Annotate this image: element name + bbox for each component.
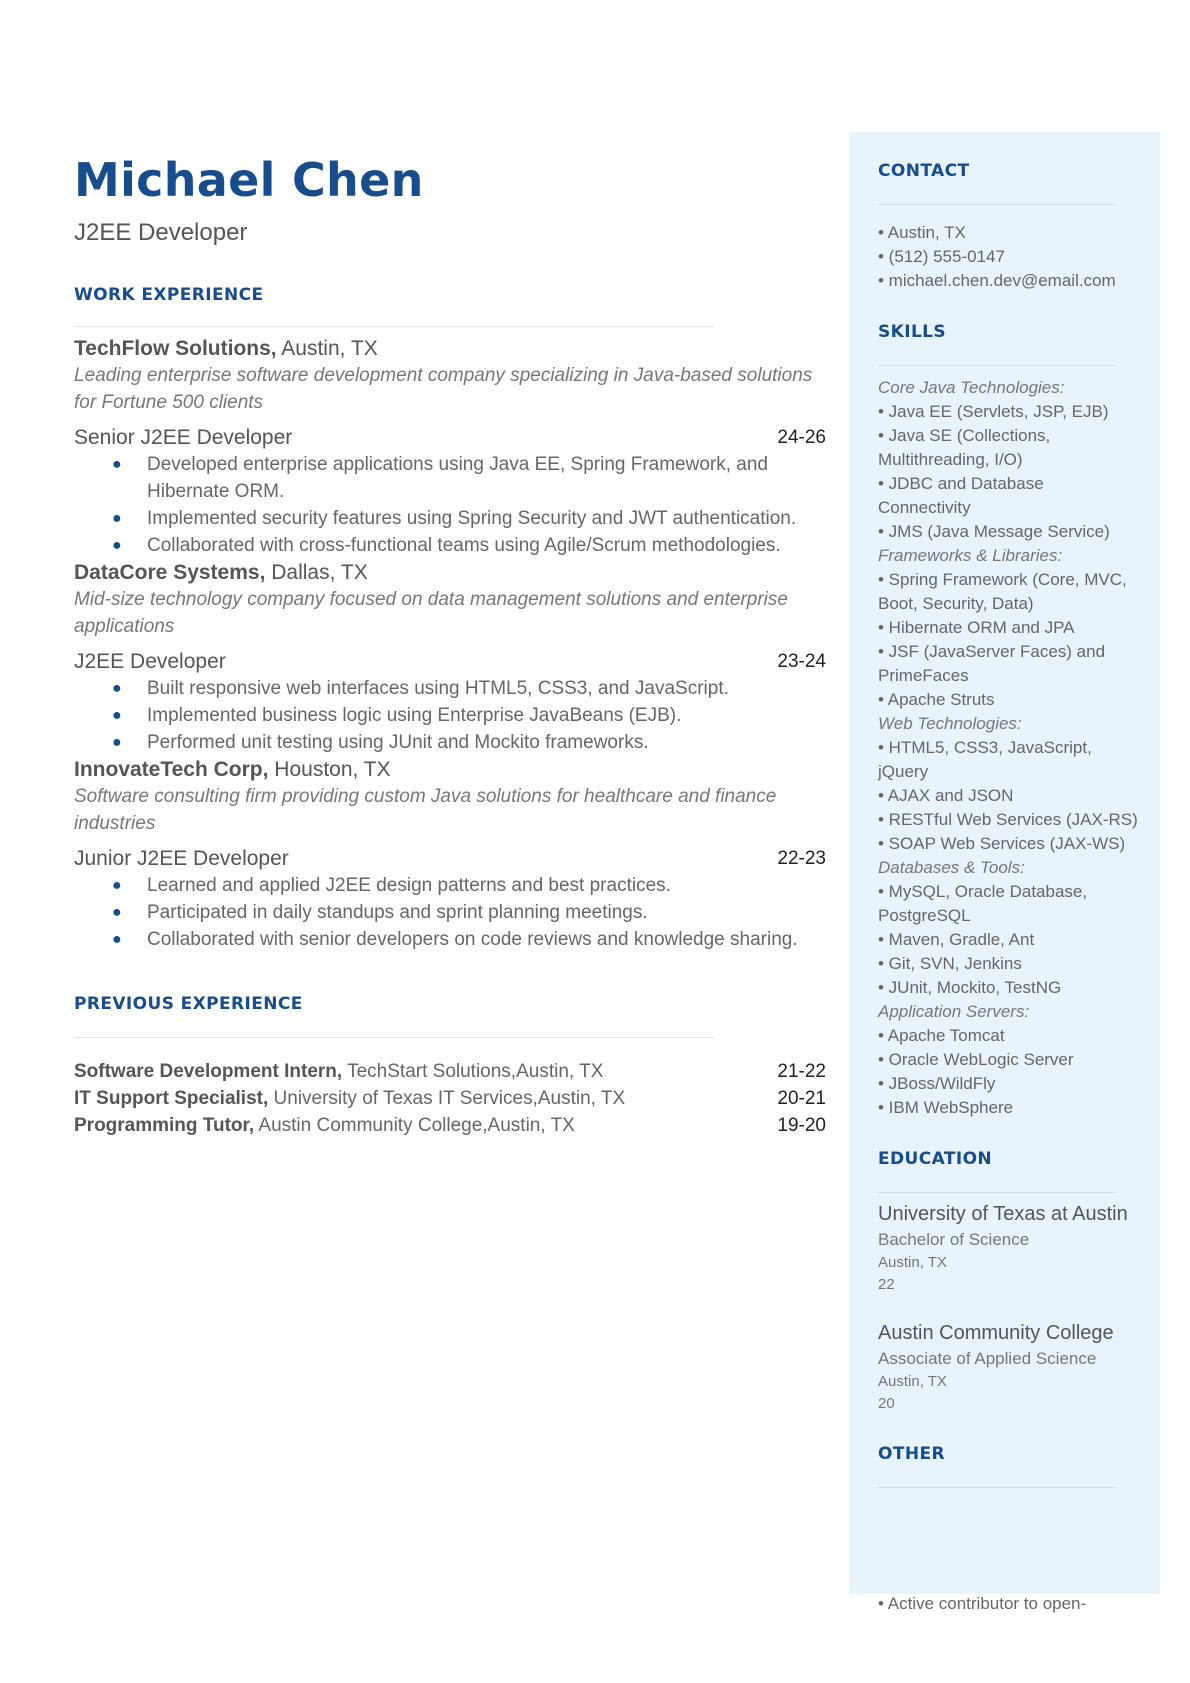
bullet-icon: ●: [112, 537, 122, 554]
company-description: Leading enterprise software development company specializing in Java-based solutions for Fortune 500 clients: [74, 365, 813, 413]
list-item: • Hibernate ORM and JPA: [878, 618, 1075, 637]
skill-group-name: Databases & Tools:: [878, 858, 1025, 877]
bullet-icon: ●: [112, 904, 122, 921]
education-entry: [878, 1320, 1138, 1415]
list-item: ● Collaborated with senior developers on code reviews and knowledge sharing.: [74, 926, 826, 953]
contact-email: • michael.chen.dev@email.com: [878, 271, 1116, 290]
list-item: • Maven, Gradle, Ant: [878, 930, 1035, 949]
list-item: ● Implemented security features using Spring Security and JWT authentication.: [74, 505, 826, 532]
list-item: • Oracle WebLogic Server: [878, 1050, 1074, 1069]
list-item: • Spring Framework (Core, MVC, Boot, Security, Data): [878, 570, 1127, 613]
education-heading: EDUCATION: [878, 1149, 993, 1169]
bullet-icon: ●: [112, 707, 122, 724]
job-entry: [74, 335, 826, 559]
section-divider: [878, 1192, 1116, 1193]
bullet-icon: ●: [112, 510, 122, 527]
sidebar: [849, 132, 1160, 1594]
previous-role-row: IT Support Specialist, University of Texas IT Services,Austin, TX 20-21: [74, 1088, 826, 1109]
job-title-row: [74, 845, 826, 872]
job-dates: 24-26: [777, 427, 826, 448]
list-item: • JSF (JavaServer Faces) and PrimeFaces: [878, 642, 1106, 685]
candidate-name: Michael Chen: [74, 153, 424, 207]
list-item: ● Developed enterprise applications using Java EE, Spring Framework, and Hibernate ORM.: [74, 451, 826, 505]
list-item: ● Built responsive web interfaces using HTML5, CSS3, and JavaScript.: [74, 675, 826, 702]
bullet-icon: ●: [112, 680, 122, 697]
contact-heading: CONTACT: [878, 161, 970, 181]
skill-group-name: Frameworks & Libraries:: [878, 546, 1063, 565]
section-divider: [878, 1487, 1116, 1488]
job-company: TechFlow Solutions, Austin, TX: [74, 337, 378, 360]
job-title: J2EE Developer: [74, 650, 226, 673]
job-title: Junior J2EE Developer: [74, 847, 289, 870]
work-experience-heading: WORK EXPERIENCE: [74, 285, 264, 305]
job-dates: 22-23: [777, 848, 826, 869]
bullet-icon: ●: [112, 456, 122, 473]
list-item: ● Learned and applied J2EE design patterns and best practices.: [74, 872, 826, 899]
education-entry: [878, 1201, 1138, 1296]
candidate-title: J2EE Developer: [74, 219, 248, 246]
list-item: • JBoss/WildFly: [878, 1074, 996, 1093]
job-bullets: [74, 451, 826, 559]
list-item: • MySQL, Oracle Database, PostgreSQL: [878, 882, 1088, 925]
list-item: • Java SE (Collections, Multithreading, I/O): [878, 426, 1051, 469]
skill-group-name: Application Servers:: [878, 1002, 1030, 1021]
education-year: 22: [878, 1276, 895, 1293]
list-item: • JMS (Java Message Service): [878, 522, 1110, 541]
list-item: • HTML5, CSS3, JavaScript, jQuery: [878, 738, 1092, 781]
education-location: Austin, TX: [878, 1373, 947, 1390]
contact-location: • Austin, TX: [878, 223, 966, 242]
job-entry: [74, 559, 826, 756]
list-item: • AJAX and JSON: [878, 786, 1014, 805]
list-item: • Apache Struts: [878, 690, 995, 709]
skill-group-name: Core Java Technologies:: [878, 378, 1065, 397]
job-company: DataCore Systems, Dallas, TX: [74, 561, 368, 584]
job-title-row: [74, 648, 826, 675]
education-year: 20: [878, 1395, 895, 1412]
education-degree: Associate of Applied Science: [878, 1349, 1097, 1368]
skills-heading: SKILLS: [878, 322, 947, 342]
list-item: • IBM WebSphere: [878, 1098, 1014, 1117]
previous-role-row: Software Development Intern, TechStart Solutions,Austin, TX 21-22: [74, 1061, 826, 1082]
bullet-icon: ●: [112, 734, 122, 751]
section-divider: [878, 204, 1116, 205]
list-item: • Active contributor to open-: [878, 1594, 1087, 1613]
skills-list: [878, 376, 1138, 1120]
list-item: • Apache Tomcat: [878, 1026, 1005, 1045]
education-school: University of Texas at Austin: [878, 1203, 1128, 1225]
list-item: ● Collaborated with cross-functional teams using Agile/Scrum methodologies.: [74, 532, 826, 559]
company-description: Mid-size technology company focused on data management solutions and enterprise applications: [74, 589, 788, 637]
list-item: ● Implemented business logic using Enterprise JavaBeans (EJB).: [74, 702, 826, 729]
list-item: • Git, SVN, Jenkins: [878, 954, 1022, 973]
list-item: • RESTful Web Services (JAX-RS): [878, 810, 1138, 829]
job-entry: [74, 756, 826, 953]
previous-role-row: Programming Tutor, Austin Community College,Austin, TX 19-20: [74, 1115, 826, 1136]
list-item: • SOAP Web Services (JAX-WS): [878, 834, 1126, 853]
skill-group-name: Web Technologies:: [878, 714, 1022, 733]
job-title-row: [74, 424, 826, 451]
education-location: Austin, TX: [878, 1254, 947, 1271]
section-divider: [74, 1037, 714, 1038]
other-heading: OTHER: [878, 1444, 945, 1464]
contact-phone: • (512) 555-0147: [878, 247, 1005, 266]
bullet-icon: ●: [112, 877, 122, 894]
job-dates: 23-24: [777, 651, 826, 672]
list-item: ● Performed unit testing using JUnit and Mockito frameworks.: [74, 729, 826, 756]
list-item: ● Participated in daily standups and sprint planning meetings.: [74, 899, 826, 926]
job-company: InnovateTech Corp, Houston, TX: [74, 758, 391, 781]
main-column: [74, 150, 826, 1139]
list-item: • JUnit, Mockito, TestNG: [878, 978, 1062, 997]
job-title: Senior J2EE Developer: [74, 426, 293, 449]
job-bullets: [74, 872, 826, 953]
company-description: Software consulting firm providing custom Java solutions for healthcare and finance industries: [74, 786, 777, 834]
list-item: • JDBC and Database Connectivity: [878, 474, 1044, 517]
bullet-icon: ●: [112, 931, 122, 948]
section-divider: [74, 326, 714, 327]
list-item: • Java EE (Servlets, JSP, EJB): [878, 402, 1109, 421]
section-divider: [878, 365, 1116, 366]
previous-experience-list: [74, 1058, 826, 1139]
previous-experience-heading: PREVIOUS EXPERIENCE: [74, 994, 303, 1014]
job-bullets: [74, 675, 826, 756]
education-degree: Bachelor of Science: [878, 1230, 1030, 1249]
contact-list: [878, 221, 1138, 293]
education-school: Austin Community College: [878, 1322, 1114, 1344]
other-list: [878, 1592, 1158, 1616]
